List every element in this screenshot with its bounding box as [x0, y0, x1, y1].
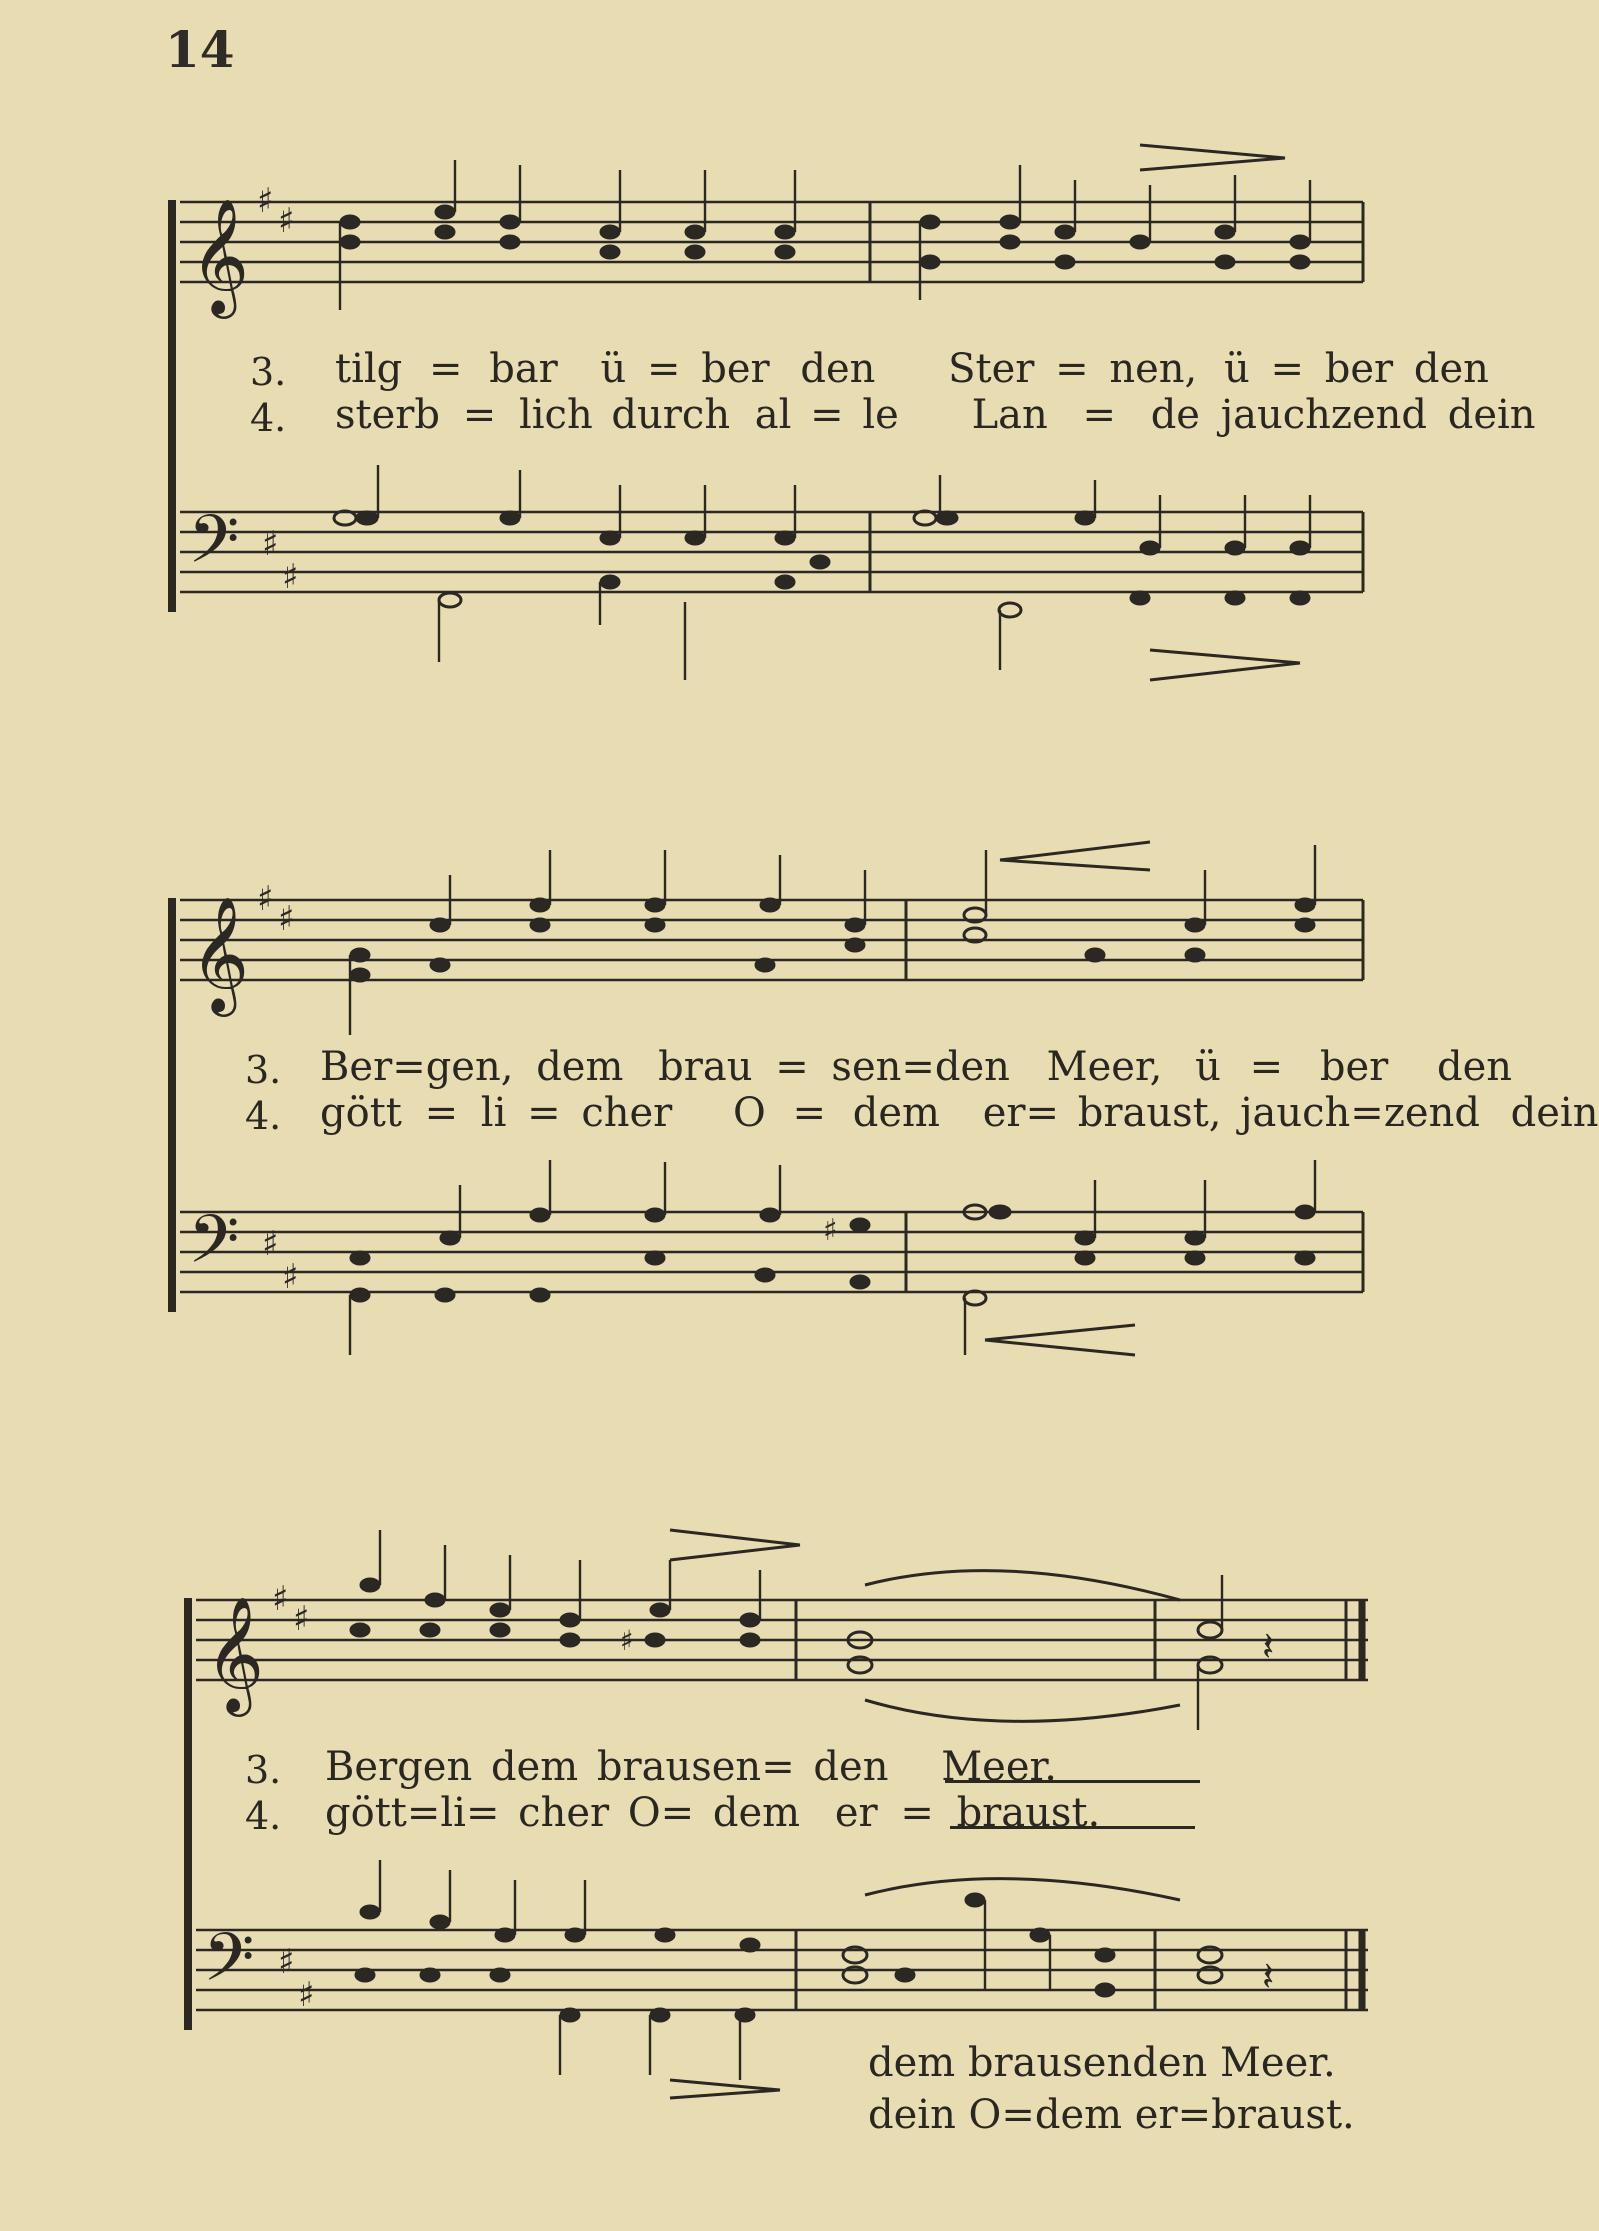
- lyric-syllable: den: [1436, 1044, 1513, 1090]
- svg-text:♯: ♯: [823, 1213, 838, 1248]
- bass-notes-s2-bar2: [964, 1160, 1315, 1355]
- lyric-syllable: Ster: [948, 346, 1035, 392]
- extender-line: [950, 1826, 1195, 1829]
- lyric-syllable: li: [480, 1090, 507, 1136]
- footer-lyric: dein O=dem er=braust.: [868, 2092, 1355, 2138]
- bass-notes-s3: [355, 1860, 780, 2098]
- lyric-syllable: =: [1270, 346, 1304, 392]
- lyric-syllable: den: [800, 346, 876, 392]
- sharp-f-icon: ♯: [257, 879, 274, 919]
- treble-clef-icon: 𝄞: [190, 895, 250, 1012]
- footer-lyric: dem brausenden Meer.: [868, 2040, 1336, 2086]
- svg-text:𝄽: 𝄽: [1262, 1624, 1275, 1670]
- lyric-syllable: bar: [489, 346, 558, 392]
- lyric-syllable: cher: [581, 1090, 673, 1136]
- svg-text:𝄽: 𝄽: [1262, 1954, 1275, 2000]
- lyric-syllable: dem: [490, 1744, 579, 1790]
- lyric-syllable: jauchzend: [1220, 392, 1427, 438]
- sharp-f-icon: ♯: [272, 1579, 289, 1619]
- lyric-syllable: =: [424, 1090, 459, 1136]
- verse-number: 4.: [250, 396, 287, 440]
- lyric-line: [325, 1790, 1100, 1836]
- bass-notes-s3-bar2: [843, 1879, 1274, 2000]
- lyric-syllable: dein: [1510, 1090, 1599, 1136]
- lyric-syllable: gött=li=: [325, 1790, 500, 1836]
- bass-clef-icon: 𝄢: [203, 1919, 255, 2012]
- sharp-c-icon: ♯: [293, 1599, 310, 1639]
- sharp-f-icon: ♯: [262, 1224, 279, 1264]
- lyric-syllable: =: [1249, 1044, 1284, 1090]
- lyric-syllable: le: [862, 392, 899, 438]
- lyric-syllable: =: [900, 1790, 934, 1836]
- treble-notes-s1: [340, 160, 795, 310]
- lyric-syllable: =: [462, 392, 497, 438]
- sharp-f-icon: ♯: [262, 524, 279, 564]
- lyric-syllable: =: [792, 1090, 827, 1136]
- lyric-syllable: den: [1413, 346, 1489, 392]
- lyric-syllable: den: [813, 1744, 889, 1790]
- verse-number: 3.: [245, 1748, 282, 1792]
- lyric-syllable: =: [647, 346, 681, 392]
- lyric-syllable: brau: [658, 1044, 753, 1090]
- sharp-f-icon: ♯: [278, 1942, 295, 1982]
- lyric-syllable: sterb: [335, 392, 440, 438]
- svg-text:♯: ♯: [620, 1624, 634, 1657]
- page-number: 14: [165, 20, 235, 79]
- lyric-syllable: =: [428, 346, 463, 392]
- treble-notes-s3-bar2: [848, 1571, 1274, 1730]
- lyric-syllable: Lan: [971, 392, 1048, 438]
- lyric-line: [335, 392, 1536, 438]
- verse-number: 4.: [245, 1794, 282, 1838]
- lyric-syllable: =: [810, 392, 844, 438]
- bass-clef-icon: 𝄢: [188, 1201, 240, 1294]
- lyric-syllable: ber: [1324, 346, 1394, 392]
- lyric-syllable: dem: [712, 1790, 801, 1836]
- lyric-syllable: gött: [320, 1090, 402, 1136]
- lyric-syllable: braust.: [956, 1790, 1101, 1836]
- lyric-syllable: ü: [600, 346, 627, 392]
- lyric-line: [320, 1044, 1512, 1090]
- lyric-syllable: Meer.: [941, 1744, 1057, 1790]
- sharp-c-icon: ♯: [282, 557, 299, 597]
- lyric-syllable: al: [754, 392, 792, 438]
- lyric-syllable: =: [1055, 346, 1089, 392]
- lyric-syllable: =: [527, 1090, 561, 1136]
- lyric-line: [325, 1744, 1057, 1790]
- lyric-syllable: O=: [627, 1790, 695, 1836]
- bass-clef-icon: 𝄢: [188, 501, 240, 594]
- lyric-line: [320, 1090, 1599, 1136]
- lyric-syllable: lich: [518, 392, 593, 438]
- treble-notes-s2-bar2: [964, 842, 1315, 962]
- lyric-syllable: O: [733, 1090, 766, 1136]
- sharp-c-icon: ♯: [282, 1257, 299, 1297]
- lyric-syllable: ü: [1195, 1044, 1221, 1090]
- lyric-syllable: ber: [701, 346, 770, 392]
- lyric-syllable: Ber=gen,: [320, 1044, 514, 1090]
- lyric-syllable: nen,: [1109, 346, 1198, 392]
- lyric-syllable: jauch=zend: [1240, 1090, 1480, 1136]
- lyric-syllable: dein: [1447, 392, 1536, 438]
- lyric-syllable: er=: [982, 1090, 1060, 1136]
- treble-notes-s3: [350, 1530, 800, 1657]
- lyric-syllable: durch: [611, 392, 731, 438]
- lyric-syllable: =: [775, 1044, 809, 1090]
- lyric-syllable: er: [834, 1790, 878, 1836]
- lyric-syllable: tilg: [335, 346, 403, 392]
- sharp-c-icon: ♯: [298, 1975, 315, 2015]
- sharp-c-icon: ♯: [278, 201, 295, 241]
- lyric-syllable: ber: [1319, 1044, 1389, 1090]
- treble-clef-icon: 𝄞: [205, 1595, 265, 1712]
- verse-number: 4.: [245, 1094, 282, 1138]
- sharp-c-icon: ♯: [278, 899, 295, 939]
- bass-notes-s1-bar2: [914, 475, 1310, 680]
- sharp-f-icon: ♯: [257, 181, 274, 221]
- lyric-syllable: dem: [852, 1090, 940, 1136]
- lyric-syllable: cher: [518, 1790, 610, 1836]
- lyric-syllable: Bergen: [325, 1744, 473, 1790]
- extender-line: [945, 1780, 1200, 1783]
- lyric-syllable: Meer,: [1046, 1044, 1163, 1090]
- lyric-line: [335, 346, 1489, 392]
- lyric-syllable: de: [1150, 392, 1200, 438]
- lyric-syllable: ü: [1224, 346, 1250, 392]
- treble-staff: [196, 1600, 1368, 1680]
- bass-staff: [180, 512, 1363, 592]
- verse-number: 3.: [245, 1048, 282, 1092]
- lyric-syllable: sen=den: [831, 1044, 1010, 1090]
- lyric-syllable: dem: [536, 1044, 624, 1090]
- lyric-syllable: brausen=: [596, 1744, 795, 1790]
- lyric-syllable: braust,: [1077, 1090, 1222, 1136]
- lyric-syllable: =: [1082, 392, 1116, 438]
- treble-notes-s2: [350, 850, 865, 1035]
- treble-clef-icon: 𝄞: [190, 197, 250, 314]
- bass-notes-s2: [350, 1160, 870, 1355]
- verse-number: 3.: [250, 350, 287, 394]
